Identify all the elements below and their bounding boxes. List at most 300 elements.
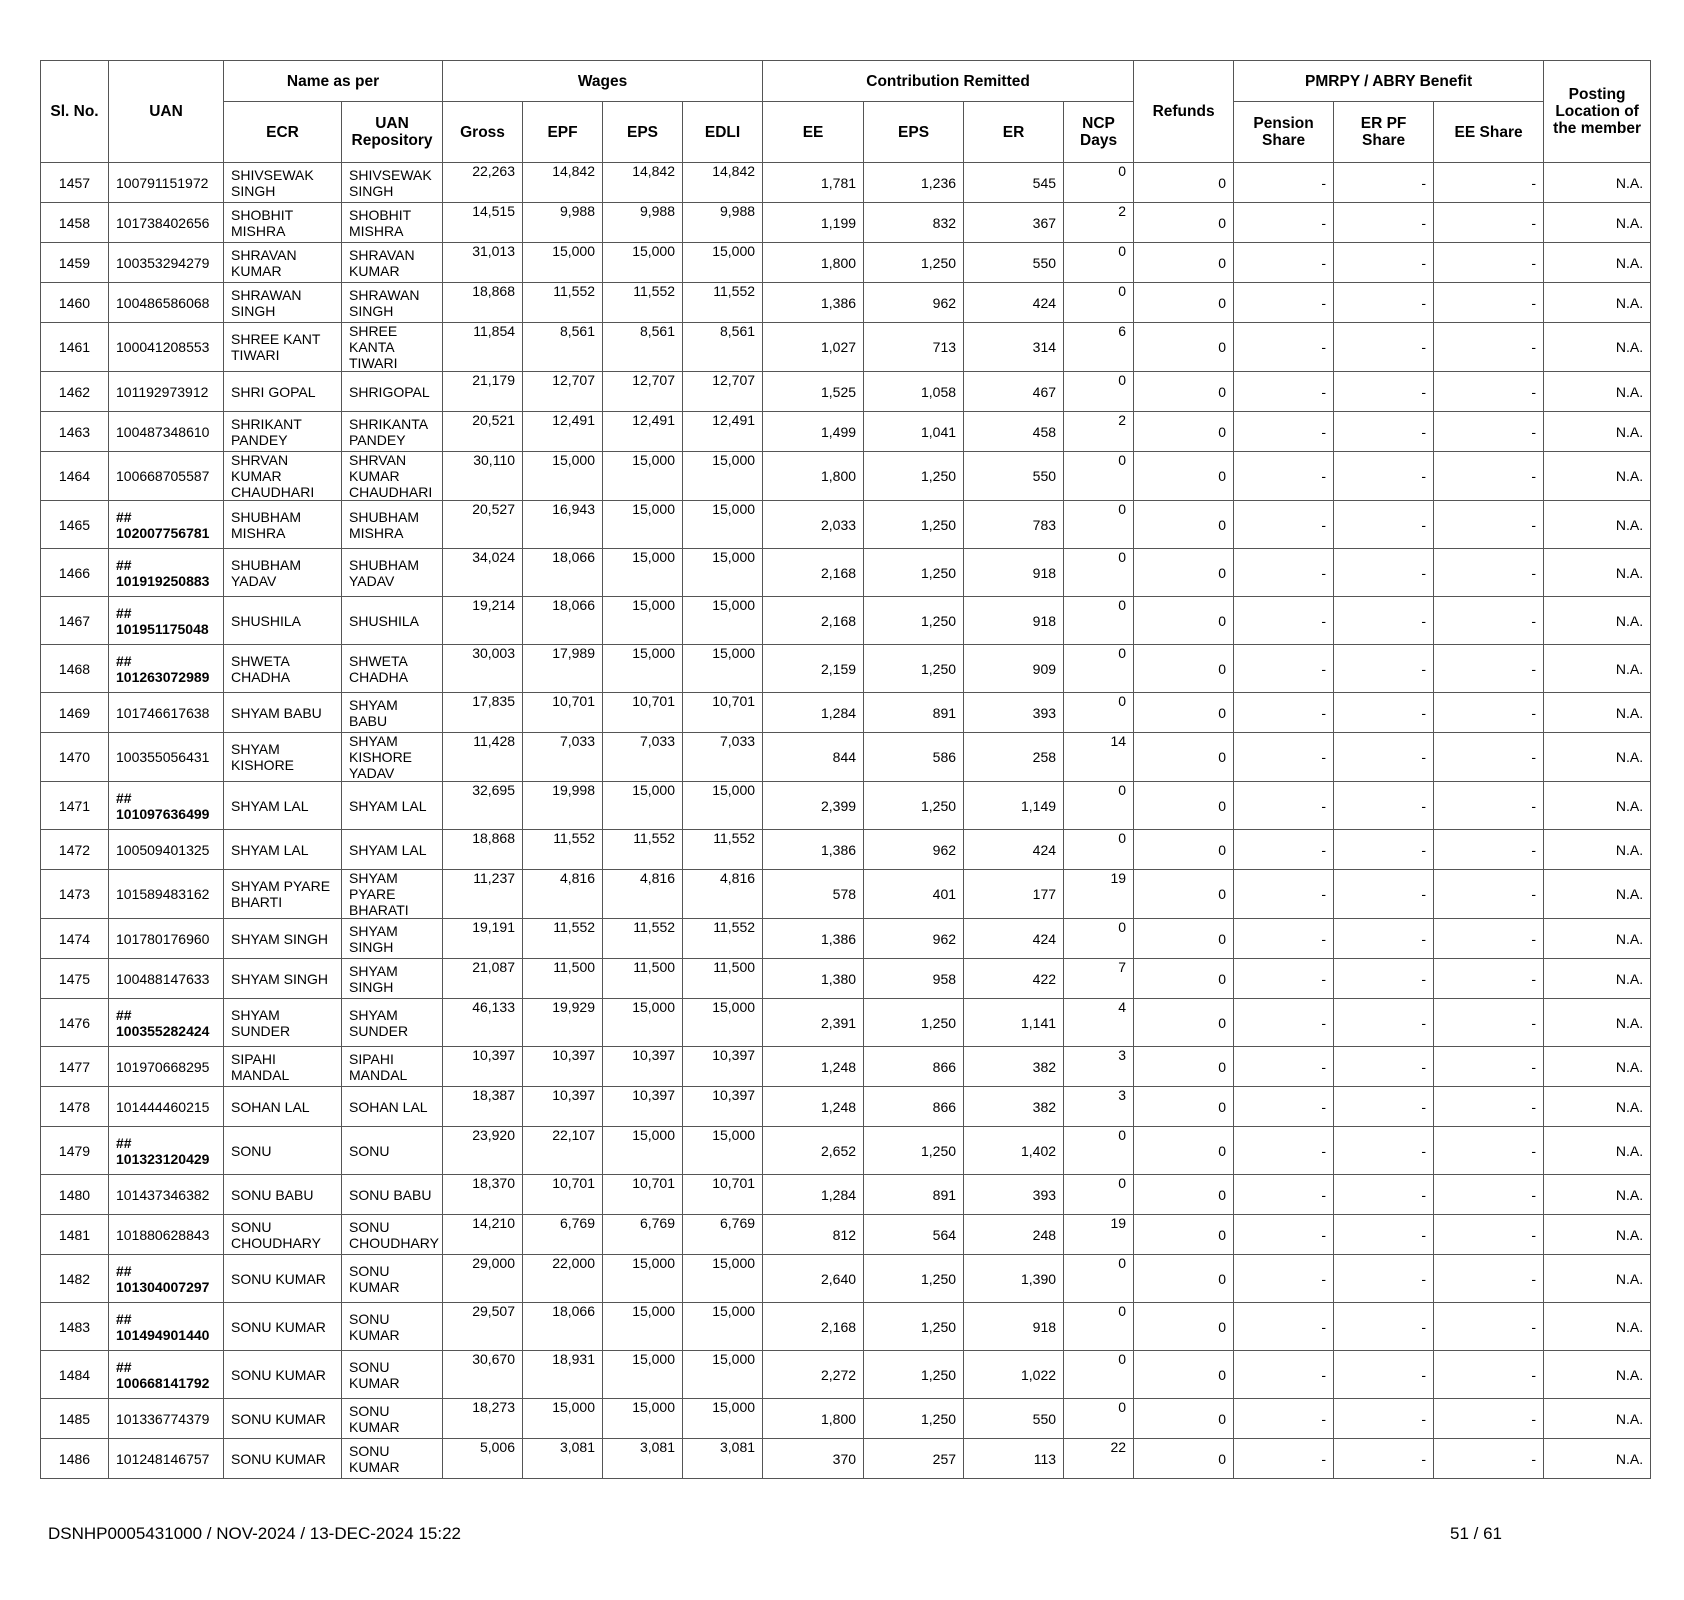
gross-wage-cell: 19,214 [443,597,523,645]
table-row [41,1351,1651,1399]
uan-repository-name-cell: SONU CHOUDHARY [342,1215,443,1255]
eps-wage-cell: 15,000 [603,1303,683,1351]
header-eps: EPS [603,102,683,163]
sl-no-cell: 1472 [41,830,109,870]
pension-share-cell: - [1234,1215,1334,1255]
pension-share-cell: - [1234,1087,1334,1127]
epf-wage-cell: 3,081 [523,1439,603,1479]
ee-share-cell: - [1434,870,1544,919]
uan-cell: 101780176960 [109,919,224,959]
table-row [41,999,1651,1047]
er-pf-share-cell: - [1334,1087,1434,1127]
posting-location-cell: N.A. [1544,1255,1651,1303]
edli-wage-cell: 15,000 [683,645,763,693]
ncp-days-cell: 2 [1064,203,1134,243]
eps-wage-cell: 10,701 [603,1175,683,1215]
ee-contribution-cell: 2,652 [763,1127,864,1175]
epf-wage-cell: 18,066 [523,1303,603,1351]
er-pf-share-cell: - [1334,1351,1434,1399]
ee-contribution-cell: 1,386 [763,283,864,323]
eps-wage-cell: 10,397 [603,1087,683,1127]
ecr-name-cell: SONU KUMAR [224,1351,342,1399]
epf-wage-cell: 22,107 [523,1127,603,1175]
posting-location-cell: N.A. [1544,870,1651,919]
uan-cell: 101437346382 [109,1175,224,1215]
posting-location-cell: N.A. [1544,372,1651,412]
posting-location-cell: N.A. [1544,919,1651,959]
header-er: ER [964,102,1064,163]
table-row [41,203,1651,243]
eps-contribution-cell: 713 [864,323,964,372]
ee-contribution-cell: 2,391 [763,999,864,1047]
table-row [41,1087,1651,1127]
er-pf-share-cell: - [1334,243,1434,283]
pension-share-cell: - [1234,1439,1334,1479]
ee-contribution-cell: 812 [763,1215,864,1255]
edli-wage-cell: 15,000 [683,1351,763,1399]
eps-contribution-cell: 1,250 [864,1351,964,1399]
posting-location-cell: N.A. [1544,597,1651,645]
er-contribution-cell: 1,390 [964,1255,1064,1303]
ee-contribution-cell: 1,027 [763,323,864,372]
er-pf-share-cell: - [1334,959,1434,999]
uan-cell: 101970668295 [109,1047,224,1087]
pension-share-cell: - [1234,412,1334,452]
ee-share-cell: - [1434,693,1544,733]
ncp-days-cell: 3 [1064,1087,1134,1127]
ncp-days-cell: 0 [1064,501,1134,549]
uan-cell: ## 100355282424 [109,999,224,1047]
gross-wage-cell: 18,868 [443,830,523,870]
ncp-days-cell: 0 [1064,1303,1134,1351]
er-contribution-cell: 918 [964,549,1064,597]
uan-cell: 101444460215 [109,1087,224,1127]
uan-repository-name-cell: SHYAM KISHORE YADAV [342,733,443,782]
uan-repository-name-cell: SHYAM LAL [342,782,443,830]
sl-no-cell: 1466 [41,549,109,597]
sl-no-cell: 1476 [41,999,109,1047]
uan-repository-name-cell: SHOBHIT MISHRA [342,203,443,243]
sl-no-cell: 1478 [41,1087,109,1127]
ee-contribution-cell: 1,248 [763,1087,864,1127]
ecr-name-cell: SONU KUMAR [224,1303,342,1351]
epf-wage-cell: 12,491 [523,412,603,452]
sl-no-cell: 1485 [41,1399,109,1439]
gross-wage-cell: 34,024 [443,549,523,597]
refunds-cell: 0 [1134,1439,1234,1479]
ee-share-cell: - [1434,323,1544,372]
gross-wage-cell: 21,179 [443,372,523,412]
eps-contribution-cell: 1,250 [864,597,964,645]
ncp-days-cell: 3 [1064,1047,1134,1087]
sl-no-cell: 1471 [41,782,109,830]
refunds-cell: 0 [1134,1047,1234,1087]
ee-share-cell: - [1434,452,1544,501]
eps-contribution-cell: 1,250 [864,999,964,1047]
uan-cell: 100791151972 [109,163,224,203]
uan-repository-name-cell: SONU KUMAR [342,1351,443,1399]
uan-repository-name-cell: SONU KUMAR [342,1399,443,1439]
ncp-days-cell: 19 [1064,870,1134,919]
ecr-name-cell: SONU KUMAR [224,1399,342,1439]
er-contribution-cell: 248 [964,1215,1064,1255]
header-gross: Gross [443,102,523,163]
er-contribution-cell: 177 [964,870,1064,919]
uan-cell: ## 101304007297 [109,1255,224,1303]
ee-contribution-cell: 2,168 [763,1303,864,1351]
ee-share-cell: - [1434,243,1544,283]
edli-wage-cell: 15,000 [683,549,763,597]
eps-contribution-cell: 257 [864,1439,964,1479]
eps-contribution-cell: 1,236 [864,163,964,203]
refunds-cell: 0 [1134,452,1234,501]
sl-no-cell: 1475 [41,959,109,999]
eps-wage-cell: 15,000 [603,1127,683,1175]
edli-wage-cell: 10,397 [683,1047,763,1087]
table-header [41,61,1651,163]
er-contribution-cell: 424 [964,283,1064,323]
ee-contribution-cell: 2,033 [763,501,864,549]
ecr-name-cell: SHIVSEWAK SINGH [224,163,342,203]
ee-contribution-cell: 1,199 [763,203,864,243]
ee-share-cell: - [1434,1439,1544,1479]
ncp-days-cell: 7 [1064,959,1134,999]
document-reference: DSNHP0005431000 / NOV-2024 / 13-DEC-2024 15:22 [48,1524,461,1543]
uan-repository-name-cell: SHWETA CHADHA [342,645,443,693]
sl-no-cell: 1479 [41,1127,109,1175]
ncp-days-cell: 0 [1064,1175,1134,1215]
table-row [41,959,1651,999]
refunds-cell: 0 [1134,163,1234,203]
uan-cell: 100355056431 [109,733,224,782]
epf-wage-cell: 10,397 [523,1047,603,1087]
ee-share-cell: - [1434,999,1544,1047]
uan-repository-name-cell: SONU KUMAR [342,1439,443,1479]
edli-wage-cell: 11,552 [683,283,763,323]
table-row [41,163,1651,203]
gross-wage-cell: 11,854 [443,323,523,372]
eps-wage-cell: 14,842 [603,163,683,203]
ee-share-cell: - [1434,1175,1544,1215]
gross-wage-cell: 20,527 [443,501,523,549]
uan-repository-name-cell: SIPAHI MANDAL [342,1047,443,1087]
uan-repository-name-cell: SHUSHILA [342,597,443,645]
posting-location-cell: N.A. [1544,243,1651,283]
er-pf-share-cell: - [1334,372,1434,412]
epf-wage-cell: 18,066 [523,549,603,597]
refunds-cell: 0 [1134,782,1234,830]
ecr-name-cell: SHYAM SINGH [224,919,342,959]
eps-wage-cell: 15,000 [603,452,683,501]
gross-wage-cell: 29,000 [443,1255,523,1303]
epf-wage-cell: 7,033 [523,733,603,782]
er-pf-share-cell: - [1334,501,1434,549]
posting-location-cell: N.A. [1544,412,1651,452]
uan-cell: 101589483162 [109,870,224,919]
edli-wage-cell: 15,000 [683,1399,763,1439]
gross-wage-cell: 46,133 [443,999,523,1047]
ncp-days-cell: 0 [1064,283,1134,323]
refunds-cell: 0 [1134,1175,1234,1215]
pension-share-cell: - [1234,1175,1334,1215]
eps-wage-cell: 9,988 [603,203,683,243]
eps-wage-cell: 15,000 [603,549,683,597]
table-row [41,1047,1651,1087]
edli-wage-cell: 15,000 [683,1255,763,1303]
ee-contribution-cell: 370 [763,1439,864,1479]
posting-location-cell: N.A. [1544,999,1651,1047]
ecr-name-cell: SHYAM KISHORE [224,733,342,782]
ee-contribution-cell: 1,499 [763,412,864,452]
sl-no-cell: 1473 [41,870,109,919]
sl-no-cell: 1463 [41,412,109,452]
pension-share-cell: - [1234,597,1334,645]
ee-share-cell: - [1434,1127,1544,1175]
gross-wage-cell: 14,210 [443,1215,523,1255]
table-row [41,1399,1651,1439]
epf-wage-cell: 8,561 [523,323,603,372]
ecr-name-cell: SONU CHOUDHARY [224,1215,342,1255]
table-row [41,693,1651,733]
edli-wage-cell: 15,000 [683,1127,763,1175]
ncp-days-cell: 0 [1064,645,1134,693]
uan-repository-name-cell: SHUBHAM MISHRA [342,501,443,549]
eps-wage-cell: 15,000 [603,782,683,830]
sl-no-cell: 1469 [41,693,109,733]
ee-share-cell: - [1434,412,1544,452]
posting-location-cell: N.A. [1544,693,1651,733]
uan-repository-name-cell: SOHAN LAL [342,1087,443,1127]
ee-contribution-cell: 1,386 [763,919,864,959]
ncp-days-cell: 0 [1064,549,1134,597]
eps-wage-cell: 12,491 [603,412,683,452]
eps-contribution-cell: 1,058 [864,372,964,412]
er-contribution-cell: 382 [964,1047,1064,1087]
epf-wage-cell: 6,769 [523,1215,603,1255]
ncp-days-cell: 0 [1064,372,1134,412]
er-pf-share-cell: - [1334,412,1434,452]
gross-wage-cell: 11,237 [443,870,523,919]
ncp-days-cell: 22 [1064,1439,1134,1479]
gross-wage-cell: 14,515 [443,203,523,243]
er-pf-share-cell: - [1334,283,1434,323]
table-row [41,870,1651,919]
edli-wage-cell: 15,000 [683,452,763,501]
edli-wage-cell: 15,000 [683,1303,763,1351]
refunds-cell: 0 [1134,870,1234,919]
gross-wage-cell: 29,507 [443,1303,523,1351]
ecr-name-cell: SHYAM LAL [224,830,342,870]
er-contribution-cell: 545 [964,163,1064,203]
uan-repository-name-cell: SONU KUMAR [342,1255,443,1303]
eps-wage-cell: 15,000 [603,1351,683,1399]
gross-wage-cell: 18,868 [443,283,523,323]
eps-wage-cell: 12,707 [603,372,683,412]
ee-share-cell: - [1434,549,1544,597]
uan-cell: ## 101323120429 [109,1127,224,1175]
pension-share-cell: - [1234,870,1334,919]
epf-wage-cell: 16,943 [523,501,603,549]
er-contribution-cell: 393 [964,693,1064,733]
edli-wage-cell: 12,707 [683,372,763,412]
er-pf-share-cell: - [1334,1439,1434,1479]
uan-repository-name-cell: SONU [342,1127,443,1175]
header-edli: EDLI [683,102,763,163]
er-contribution-cell: 1,149 [964,782,1064,830]
table-body [41,163,1651,1479]
ee-share-cell: - [1434,645,1544,693]
ncp-days-cell: 0 [1064,1399,1134,1439]
uan-cell: 100509401325 [109,830,224,870]
epf-wage-cell: 11,552 [523,919,603,959]
ncp-days-cell: 0 [1064,693,1134,733]
uan-repository-name-cell: SHYAM PYARE BHARATI [342,870,443,919]
ncp-days-cell: 19 [1064,1215,1134,1255]
er-pf-share-cell: - [1334,1399,1434,1439]
posting-location-cell: N.A. [1544,782,1651,830]
posting-location-cell: N.A. [1544,1047,1651,1087]
edli-wage-cell: 15,000 [683,999,763,1047]
ecr-name-cell: SHRAVAN KUMAR [224,243,342,283]
er-contribution-cell: 550 [964,243,1064,283]
epf-wage-cell: 11,552 [523,830,603,870]
table-row [41,1127,1651,1175]
gross-wage-cell: 11,428 [443,733,523,782]
eps-contribution-cell: 891 [864,1175,964,1215]
er-pf-share-cell: - [1334,870,1434,919]
pension-share-cell: - [1234,1351,1334,1399]
ncp-days-cell: 0 [1064,830,1134,870]
uan-cell: ## 102007756781 [109,501,224,549]
ecr-name-cell: SONU KUMAR [224,1255,342,1303]
table-row [41,919,1651,959]
ee-share-cell: - [1434,163,1544,203]
posting-location-cell: N.A. [1544,1399,1651,1439]
header-contribution-remitted: Contribution Remitted [763,61,1134,102]
table-row [41,372,1651,412]
refunds-cell: 0 [1134,1399,1234,1439]
epf-wage-cell: 10,701 [523,1175,603,1215]
er-pf-share-cell: - [1334,693,1434,733]
er-pf-share-cell: - [1334,1127,1434,1175]
eps-contribution-cell: 1,250 [864,645,964,693]
eps-wage-cell: 11,552 [603,919,683,959]
eps-wage-cell: 11,552 [603,830,683,870]
uan-repository-name-cell: SHRAWAN SINGH [342,283,443,323]
epf-wage-cell: 15,000 [523,452,603,501]
pension-share-cell: - [1234,782,1334,830]
refunds-cell: 0 [1134,1215,1234,1255]
pension-share-cell: - [1234,733,1334,782]
pension-share-cell: - [1234,163,1334,203]
edli-wage-cell: 15,000 [683,782,763,830]
refunds-cell: 0 [1134,1127,1234,1175]
ee-contribution-cell: 1,284 [763,693,864,733]
posting-location-cell: N.A. [1544,163,1651,203]
posting-location-cell: N.A. [1544,549,1651,597]
ncp-days-cell: 0 [1064,452,1134,501]
uan-cell: ## 100668141792 [109,1351,224,1399]
er-pf-share-cell: - [1334,597,1434,645]
epf-wage-cell: 9,988 [523,203,603,243]
ncp-days-cell: 0 [1064,1351,1134,1399]
epf-wage-cell: 10,397 [523,1087,603,1127]
gross-wage-cell: 30,110 [443,452,523,501]
gross-wage-cell: 31,013 [443,243,523,283]
uan-cell: 101746617638 [109,693,224,733]
refunds-cell: 0 [1134,501,1234,549]
er-contribution-cell: 467 [964,372,1064,412]
uan-cell: ## 101097636499 [109,782,224,830]
ee-contribution-cell: 1,800 [763,452,864,501]
uan-repository-name-cell: SONU BABU [342,1175,443,1215]
epf-wage-cell: 12,707 [523,372,603,412]
ee-contribution-cell: 2,399 [763,782,864,830]
er-contribution-cell: 783 [964,501,1064,549]
eps-wage-cell: 15,000 [603,999,683,1047]
eps-contribution-cell: 958 [864,959,964,999]
pension-share-cell: - [1234,323,1334,372]
er-pf-share-cell: - [1334,919,1434,959]
refunds-cell: 0 [1134,1303,1234,1351]
eps-contribution-cell: 586 [864,733,964,782]
uan-repository-name-cell: SHRIGOPAL [342,372,443,412]
er-contribution-cell: 424 [964,830,1064,870]
refunds-cell: 0 [1134,830,1234,870]
pension-share-cell: - [1234,999,1334,1047]
uan-repository-name-cell: SHUBHAM YADAV [342,549,443,597]
gross-wage-cell: 18,370 [443,1175,523,1215]
ee-share-cell: - [1434,1215,1544,1255]
posting-location-cell: N.A. [1544,1303,1651,1351]
posting-location-cell: N.A. [1544,203,1651,243]
er-contribution-cell: 382 [964,1087,1064,1127]
uan-cell: 100488147633 [109,959,224,999]
pension-share-cell: - [1234,203,1334,243]
eps-contribution-cell: 1,250 [864,1303,964,1351]
epf-wage-cell: 19,929 [523,999,603,1047]
sl-no-cell: 1467 [41,597,109,645]
er-pf-share-cell: - [1334,1175,1434,1215]
eps-contribution-cell: 1,250 [864,243,964,283]
ecr-name-cell: SHUSHILA [224,597,342,645]
eps-contribution-cell: 1,250 [864,1255,964,1303]
uan-repository-name-cell: SHRVAN KUMAR CHAUDHARI [342,452,443,501]
epf-wage-cell: 4,816 [523,870,603,919]
uan-repository-name-cell: SHYAM SUNDER [342,999,443,1047]
sl-no-cell: 1470 [41,733,109,782]
ncp-days-cell: 6 [1064,323,1134,372]
eps-contribution-cell: 1,250 [864,501,964,549]
uan-repository-name-cell: SHRAVAN KUMAR [342,243,443,283]
header-ee: EE [763,102,864,163]
eps-contribution-cell: 1,250 [864,1399,964,1439]
refunds-cell: 0 [1134,243,1234,283]
refunds-cell: 0 [1134,203,1234,243]
header-name-as-per: Name as per [224,61,443,102]
uan-repository-name-cell: SHYAM BABU [342,693,443,733]
header-er-pf-share: ER PF Share [1334,102,1434,163]
er-contribution-cell: 909 [964,645,1064,693]
ncp-days-cell: 0 [1064,597,1134,645]
table-row [41,1439,1651,1479]
posting-location-cell: N.A. [1544,645,1651,693]
ee-contribution-cell: 1,800 [763,1399,864,1439]
edli-wage-cell: 11,552 [683,830,763,870]
pension-share-cell: - [1234,1047,1334,1087]
pension-share-cell: - [1234,1303,1334,1351]
sl-no-cell: 1480 [41,1175,109,1215]
